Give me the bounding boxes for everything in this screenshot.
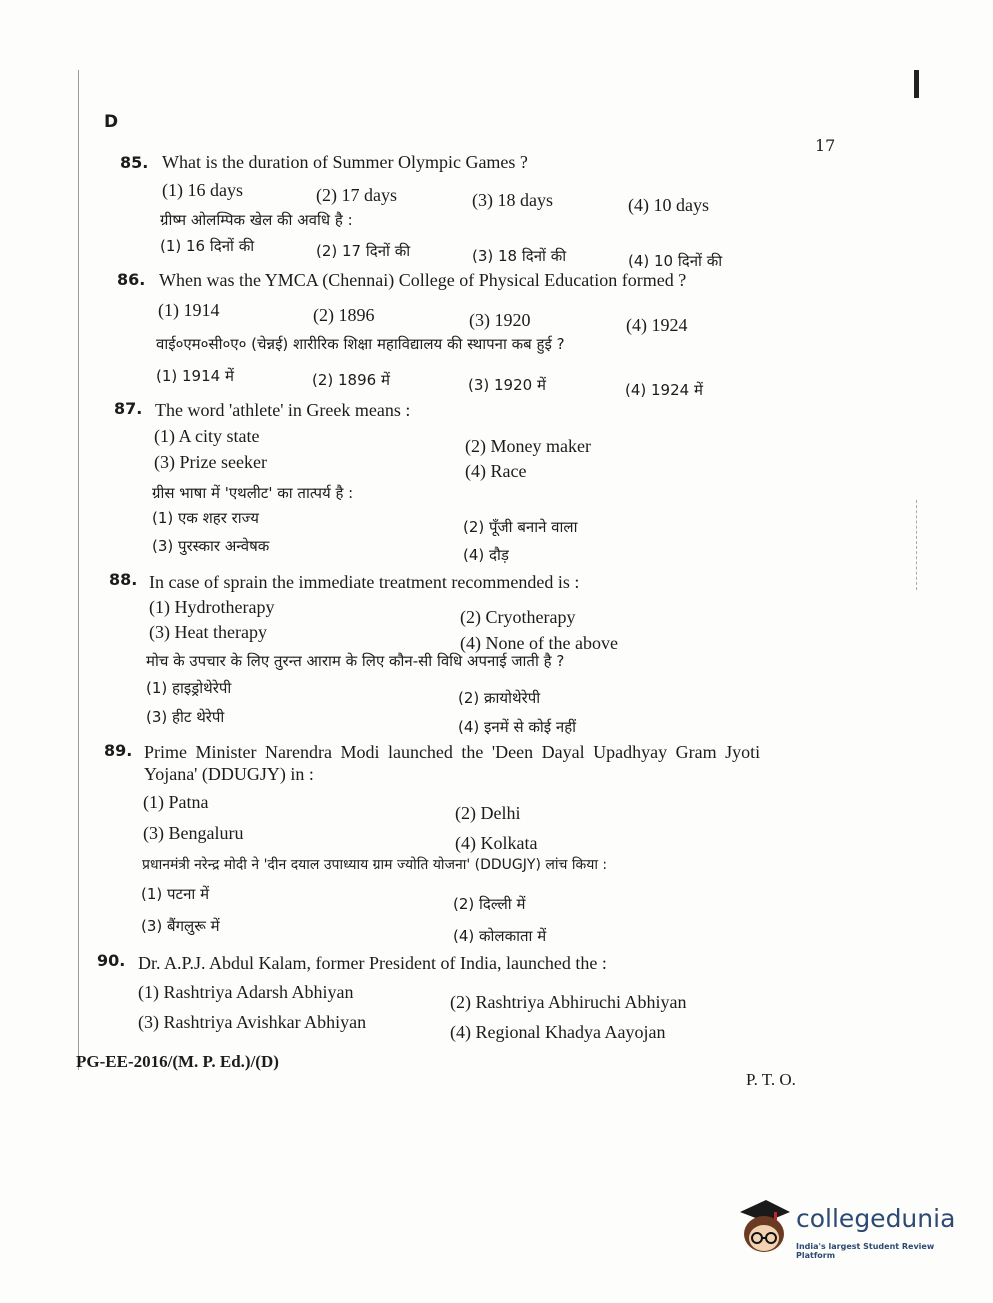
option-3-hindi: (3) 18 दिनों की xyxy=(472,247,567,265)
option-1-hindi: (1) 16 दिनों की xyxy=(160,237,255,255)
option-2-hindi: (2) पूँजी बनाने वाला xyxy=(463,518,578,536)
option-3: (3) Rashtriya Avishkar Abhiyan xyxy=(138,1012,367,1032)
question-number: 86. xyxy=(117,270,146,289)
question-number: 88. xyxy=(109,570,138,589)
option-4: (4) Race xyxy=(465,461,527,481)
question-text: What is the duration of Summer Olympic Games ? xyxy=(162,152,528,172)
option-1-hindi: (1) पटना में xyxy=(141,885,210,903)
question-text-hindi: ग्रीस भाषा में 'एथलीट' का तात्पर्य है : xyxy=(152,484,354,502)
question-number: 87. xyxy=(114,399,143,418)
option-1: (1) 16 days xyxy=(162,180,243,200)
option-2: (2) Money maker xyxy=(465,436,591,456)
question-number: 90. xyxy=(97,951,126,970)
paper-code: PG-EE-2016/(M. P. Ed.)/(D) xyxy=(76,1052,279,1071)
option-1-hindi: (1) हाइड्रोथेरेपी xyxy=(146,679,232,697)
option-2: (2) Cryotherapy xyxy=(460,607,576,627)
question-text: Prime Minister Narendra Modi launched the 'Deen Dayal Upadhyay Gram Jyoti xyxy=(144,742,761,762)
question-text-hindi: प्रधानमंत्री नरेन्द्र मोदी ने 'दीन दयाल उपाध्याय ग्राम ज्योति योजना' (DDUGJY) लांच किया : xyxy=(142,857,608,873)
option-4: (4) None of the above xyxy=(460,633,618,653)
question-text-hindi: वाई०एम०सी०ए० (चेन्नई) शारीरिक शिक्षा महाविद्यालय की स्थापना कब हुई ? xyxy=(156,335,565,353)
option-3-hindi: (3) बैंगलुरू में xyxy=(141,917,220,935)
option-2-hindi: (2) क्रायोथेरेपी xyxy=(458,689,541,707)
option-1: (1) Rashtriya Adarsh Abhiyan xyxy=(138,982,354,1002)
option-2: (2) 17 days xyxy=(316,185,397,205)
question-text: When was the YMCA (Chennai) College of Physical Education formed ? xyxy=(159,270,687,290)
option-4-hindi: (4) दौड़ xyxy=(463,546,509,564)
question-text-hindi: ग्रीष्म ओलम्पिक खेल की अवधि है : xyxy=(160,211,353,229)
question-text: The word 'athlete' in Greek means : xyxy=(155,400,411,420)
option-4-hindi: (4) इनमें से कोई नहीं xyxy=(458,718,577,736)
question-text-hindi: मोच के उपचार के लिए तुरन्त आराम के लिए कौन-सी विधि अपनाई जाती है ? xyxy=(146,652,565,670)
option-3-hindi: (3) 1920 में xyxy=(468,376,546,394)
student-mascot-icon xyxy=(736,1196,792,1256)
option-4: (4) 10 days xyxy=(628,195,709,215)
option-3: (3) Prize seeker xyxy=(154,452,267,472)
option-2-hindi: (2) 17 दिनों की xyxy=(316,242,411,260)
option-3: (3) 18 days xyxy=(472,190,553,210)
option-2: (2) Rashtriya Abhiruchi Abhiyan xyxy=(450,992,687,1012)
question-text: In case of sprain the immediate treatment recommended is : xyxy=(149,572,580,592)
question-text: Dr. A.P.J. Abdul Kalam, former President of India, launched the : xyxy=(138,953,607,973)
option-4-hindi: (4) कोलकाता में xyxy=(453,927,547,945)
question-number: 89. xyxy=(104,741,133,760)
option-2: (2) Delhi xyxy=(455,803,521,823)
option-4-hindi: (4) 10 दिनों की xyxy=(628,252,723,270)
perforation-line xyxy=(916,500,918,590)
option-3: (3) Heat therapy xyxy=(149,622,267,642)
scan-mark xyxy=(914,70,919,98)
option-4: (4) Kolkata xyxy=(455,833,538,853)
option-2: (2) 1896 xyxy=(313,305,375,325)
option-2-hindi: (2) 1896 में xyxy=(312,371,390,389)
option-3: (3) Bengaluru xyxy=(143,823,244,843)
page-number: 17 xyxy=(815,136,836,155)
option-2-hindi: (2) दिल्ली में xyxy=(453,895,526,913)
option-1: (1) 1914 xyxy=(158,300,220,320)
option-1: (1) Patna xyxy=(143,792,209,812)
option-1: (1) A city state xyxy=(154,426,260,446)
option-4: (4) 1924 xyxy=(626,315,688,335)
question-text-cont: Yojana' (DDUGJY) in : xyxy=(144,764,314,784)
option-1-hindi: (1) 1914 में xyxy=(156,367,234,385)
option-3-hindi: (3) पुरस्कार अन्वेषक xyxy=(152,537,270,555)
set-letter: D xyxy=(104,112,119,132)
collegedunia-watermark xyxy=(736,1196,966,1266)
option-3-hindi: (3) हीट थेरेपी xyxy=(146,708,225,726)
option-1-hindi: (1) एक शहर राज्य xyxy=(152,509,259,527)
option-4: (4) Regional Khadya Aayojan xyxy=(450,1022,666,1042)
brand-tagline: India's largest Student Review Platform xyxy=(796,1242,935,1260)
option-3: (3) 1920 xyxy=(469,310,531,330)
margin-line xyxy=(78,70,79,1070)
question-number: 85. xyxy=(120,153,149,172)
please-turn-over: P. T. O. xyxy=(746,1070,796,1089)
option-1: (1) Hydrotherapy xyxy=(149,597,275,617)
brand-name: collegedunia xyxy=(796,1204,956,1233)
option-4-hindi: (4) 1924 में xyxy=(625,381,703,399)
